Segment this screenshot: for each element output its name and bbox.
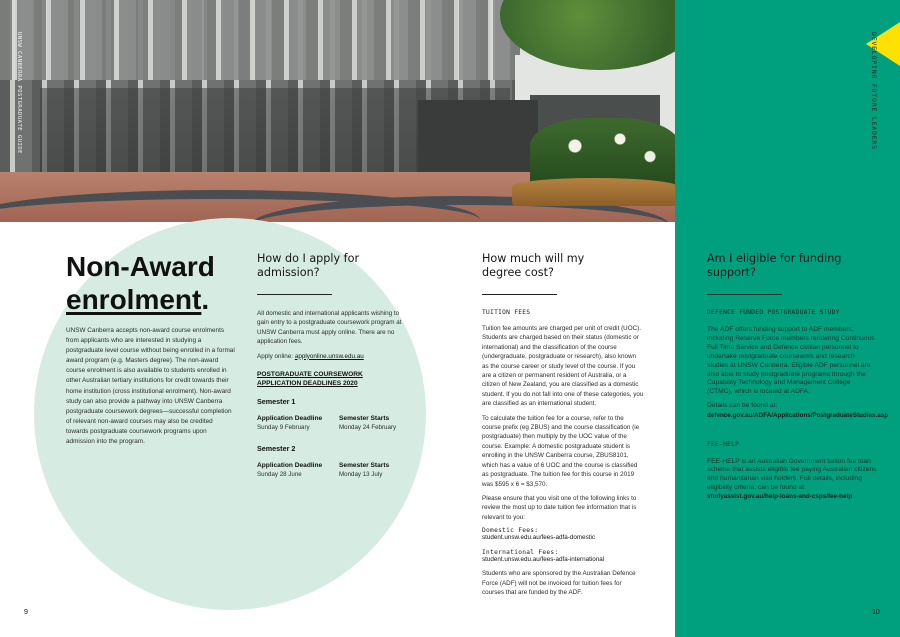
defence-subheading: DEFENCE FUNDED POSTGRADUATE STUDY [707, 309, 840, 316]
title-dot: . [201, 284, 210, 315]
start-label: Semester Starts [339, 462, 390, 470]
intro-paragraph: UNSW Canberra accepts non-award course enrolments from applicants who are interested in studying a postgraduate level course without being enrolled in a formal award program (e.g. Masters degree). The non-award course enrolment is also available to students enrolled in other Australian tertiary institutions for credit towards their home institution (cross institutional enrolment). Non-award study can also provide a pathway into UNSW Canberra postgraduate coursework degrees—successful completion of relevant non-award courses may also be credited towards postgraduate coursework programs upon admission into the program. [66, 327, 235, 446]
page-number-left: 9 [24, 609, 28, 616]
details-label: Details can be found at: [707, 402, 778, 410]
page-title [66, 250, 215, 316]
defence-paragraph: The ADF offers funding support to ADF members, including Reserve Force members rendering Continuous Full Time Service and Defence civilian personnel to undertake postgraduate coursework and research studies at UNSW Canberra. Eligible ADF personnel are also able to study postgraduate programs through the Capability Technology and Management College (CTMC), which is located at ADFA. [707, 326, 875, 396]
tuition-paragraph-1: Tuition fee amounts are charged per unit of credit (UOC). Students are charged based on their status (domestic or international) and the classification of the course (undergraduate, postgraduate or research), also known as the course career or study level of the course. If you are a citizen or permanent resident of Australia, or a citizen of New Zealand, you are classified as a domestic student. If you do not fall into one of these categories, you are classified as an international student. [482, 325, 644, 408]
start-value: Monday 24 February [339, 424, 397, 432]
domestic-fees-link[interactable]: student.unsw.edu.au/fees-adfa-domestic [482, 534, 596, 542]
cost-heading: How much will my degree cost? [482, 252, 585, 279]
deadline-label: Application Deadline [257, 462, 323, 470]
semester-2-heading: Semester 2 [257, 444, 296, 454]
deadline-value: Sunday 9 February [257, 424, 310, 432]
feehelp-paragraph: FEE-HELP is an Australian Government tuition fee loan scheme that assists eligible fee paying Australian citizens and humanitarian visa holders. Full details, including eligibility criteria, can be found at: [707, 457, 877, 492]
semester-1-row [257, 414, 407, 432]
semester-2-row [257, 461, 407, 479]
tuition-paragraph-2: To calculate the tuition fee for a course, refer to the course prefix (eg ZBUS) and the course classification (ie postgraduate) then multiply by the UOC value of the course. Example: A domestic postgraduate student is enrolling in the UNSW Canberra course, ZBUS8101, which has a value of 6 UOC and the course is classified as postgraduate. The tuition fee for this course in 2019 was $595 x 6 = $3,570. [482, 414, 640, 488]
start-label: Semester Starts [339, 415, 390, 423]
deadline-label: Application Deadline [257, 415, 323, 423]
guide-side-label: UNSW CANBERRA POSTGRADUATE GUIDE [16, 32, 22, 154]
title-line-1: Non-Award [66, 251, 215, 282]
funding-section [707, 252, 889, 501]
apply-online-line: Apply online: applyonline.unsw.edu.au [257, 352, 364, 360]
tuition-subheading: TUITION FEES [482, 309, 531, 316]
funding-heading: Am I eligible for funding support? [707, 252, 842, 279]
start-value: Monday 13 July [339, 471, 383, 479]
title-line-2: enrolment [66, 284, 202, 315]
heading-rule [707, 294, 782, 295]
international-fees-label: International Fees: [482, 549, 559, 557]
adf-sponsor-paragraph: Students who are sponsored by the Australian Defence Force (ADF) will not be invoiced for tuition fees for courses that are funded by the ADF. [482, 570, 636, 596]
international-fees-link[interactable]: student.unsw.edu.au/fees-adfa-international [482, 556, 605, 564]
funding-panel [675, 0, 900, 637]
cost-section [482, 252, 644, 602]
deadline-value: Sunday 28 June [257, 471, 302, 479]
tagline: DEVELOPING FUTURE LEADERS [870, 32, 878, 150]
apply-heading: How do I apply for admission? [257, 252, 360, 279]
heading-rule [482, 294, 557, 295]
heading-rule [257, 294, 332, 295]
apply-online-link[interactable]: applyonline.unsw.edu.au [294, 352, 364, 360]
feehelp-link[interactable]: studyassist.gov.au/help-loans-and-csps/fee-help [707, 493, 853, 501]
semester-1-heading: Semester 1 [257, 397, 296, 407]
apply-section [257, 252, 407, 479]
deadlines-heading: POSTGRADUATE COURSEWORK APPLICATION DEADLINES 2020 [257, 371, 363, 388]
defence-link[interactable]: defence.gov.au/ADFA/Applications/PostgraduateStudies.asp [707, 412, 889, 420]
apply-paragraph: All domestic and international applicants wishing to gain entry to a postgraduate coursework program at UNSW Canberra must apply online. There are no application fees. [257, 310, 402, 346]
campus-building-photo [0, 0, 675, 222]
feehelp-subheading: FEE-HELP [707, 440, 740, 448]
tuition-paragraph-3: Please ensure that you visit one of the following links to review the most up to date tuition fee information that is relevant to you: [482, 494, 637, 521]
domestic-fees-label: Domestic Fees: [482, 527, 539, 535]
page-number-right: 10 [872, 609, 880, 616]
